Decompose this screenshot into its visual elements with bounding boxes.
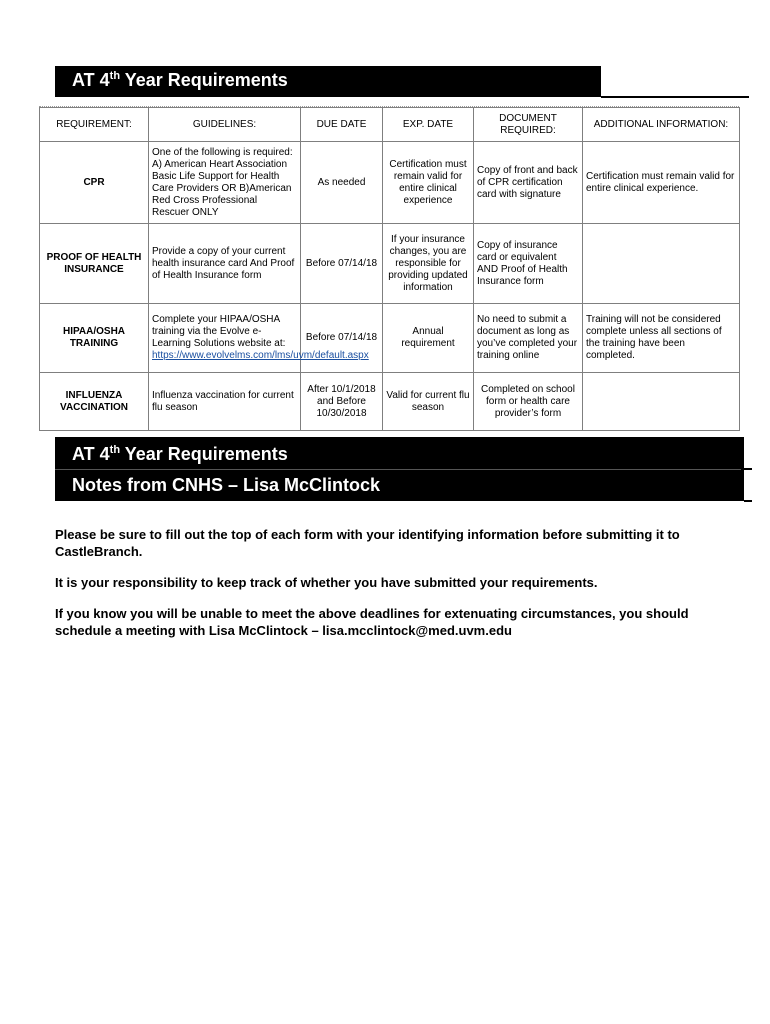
header-due-date: DUE DATE (301, 108, 383, 142)
header-requirement: REQUIREMENT: (40, 108, 149, 142)
notes-section-title: AT 4th Year Requirements (72, 444, 288, 464)
header-additional-info: ADDITIONAL INFORMATION: (583, 108, 740, 142)
table-row (40, 304, 740, 373)
evolve-link[interactable]: https://www.evolvelms.com/lms/uvm/default.aspx (152, 350, 369, 361)
note-paragraph: It is your responsibility to keep track of whether you have submitted your requirements. (55, 575, 598, 590)
cell-due-date: As needed (301, 142, 383, 224)
cell-info (583, 224, 740, 304)
table-row (40, 224, 740, 304)
cell-exp-date: Valid for current flu season (383, 373, 474, 431)
cell-requirement: HIPAA/OSHA TRAINING (40, 304, 149, 373)
cell-guidelines: Provide a copy of your current health insurance card And Proof of Health Insurance form (149, 224, 301, 304)
cell-requirement: PROOF OF HEALTH INSURANCE (40, 224, 149, 304)
cell-document: No need to submit a document as long as you’ve completed your training online (474, 304, 583, 373)
header-document-required: DOCUMENT REQUIRED: (474, 108, 583, 142)
title-rule (601, 96, 749, 98)
cell-requirement: CPR (40, 142, 149, 224)
cell-requirement: INFLUENZA VACCINATION (40, 373, 149, 431)
cell-due-date: Before 07/14/18 (301, 304, 383, 373)
notes-subtitle: Notes from CNHS – Lisa McClintock (72, 475, 381, 495)
notes-header (55, 437, 744, 501)
guidelines-text: Complete your HIPAA/OSHA training via the Evolve e-Learning Solutions website at: (152, 314, 286, 349)
cell-document: Copy of insurance card or equivalent AND Proof of Health Insurance form (474, 224, 583, 304)
cell-document: Copy of front and back of CPR certification card with signature (474, 142, 583, 224)
cell-exp-date: If your insurance changes, you are responsible for providing updated information (383, 224, 474, 304)
note-paragraph: If you know you will be unable to meet the above deadlines for extenuating circumstances, you should schedule a meeting with Lisa McClintock – lisa.mcclintock@med.uvm.edu (55, 606, 689, 638)
table-row (40, 373, 740, 431)
cell-info: Certification must remain valid for entire clinical experience. (583, 142, 740, 224)
cell-info: Training will not be considered complete unless all sections of the training have been completed. (583, 304, 740, 373)
section-title: AT 4th Year Requirements (55, 66, 601, 97)
header-rule (744, 468, 752, 470)
cell-due-date: After 10/1/2018 and Before 10/30/2018 (301, 373, 383, 431)
header-rule (744, 500, 752, 502)
cell-exp-date: Annual requirement (383, 304, 474, 373)
cell-guidelines: Influenza vaccination for current flu season (149, 373, 301, 431)
cell-due-date: Before 07/14/18 (301, 224, 383, 304)
cell-guidelines: One of the following is required: A) American Heart Association Basic Life Support for Health Care Providers OR B)American Red Cross Professional Rescuer ONLY (149, 142, 301, 224)
cell-document: Completed on school form or health care provider’s form (474, 373, 583, 431)
requirements-table (39, 107, 740, 431)
table-header-row (40, 108, 740, 142)
cell-info (583, 373, 740, 431)
header-exp-date: EXP. DATE (383, 108, 474, 142)
table-row (40, 142, 740, 224)
header-divider (55, 469, 741, 470)
cell-exp-date: Certification must remain valid for entire clinical experience (383, 142, 474, 224)
header-guidelines: GUIDELINES: (149, 108, 301, 142)
note-paragraph: Please be sure to fill out the top of each form with your identifying information before submitting it to CastleBranch. (55, 527, 680, 559)
